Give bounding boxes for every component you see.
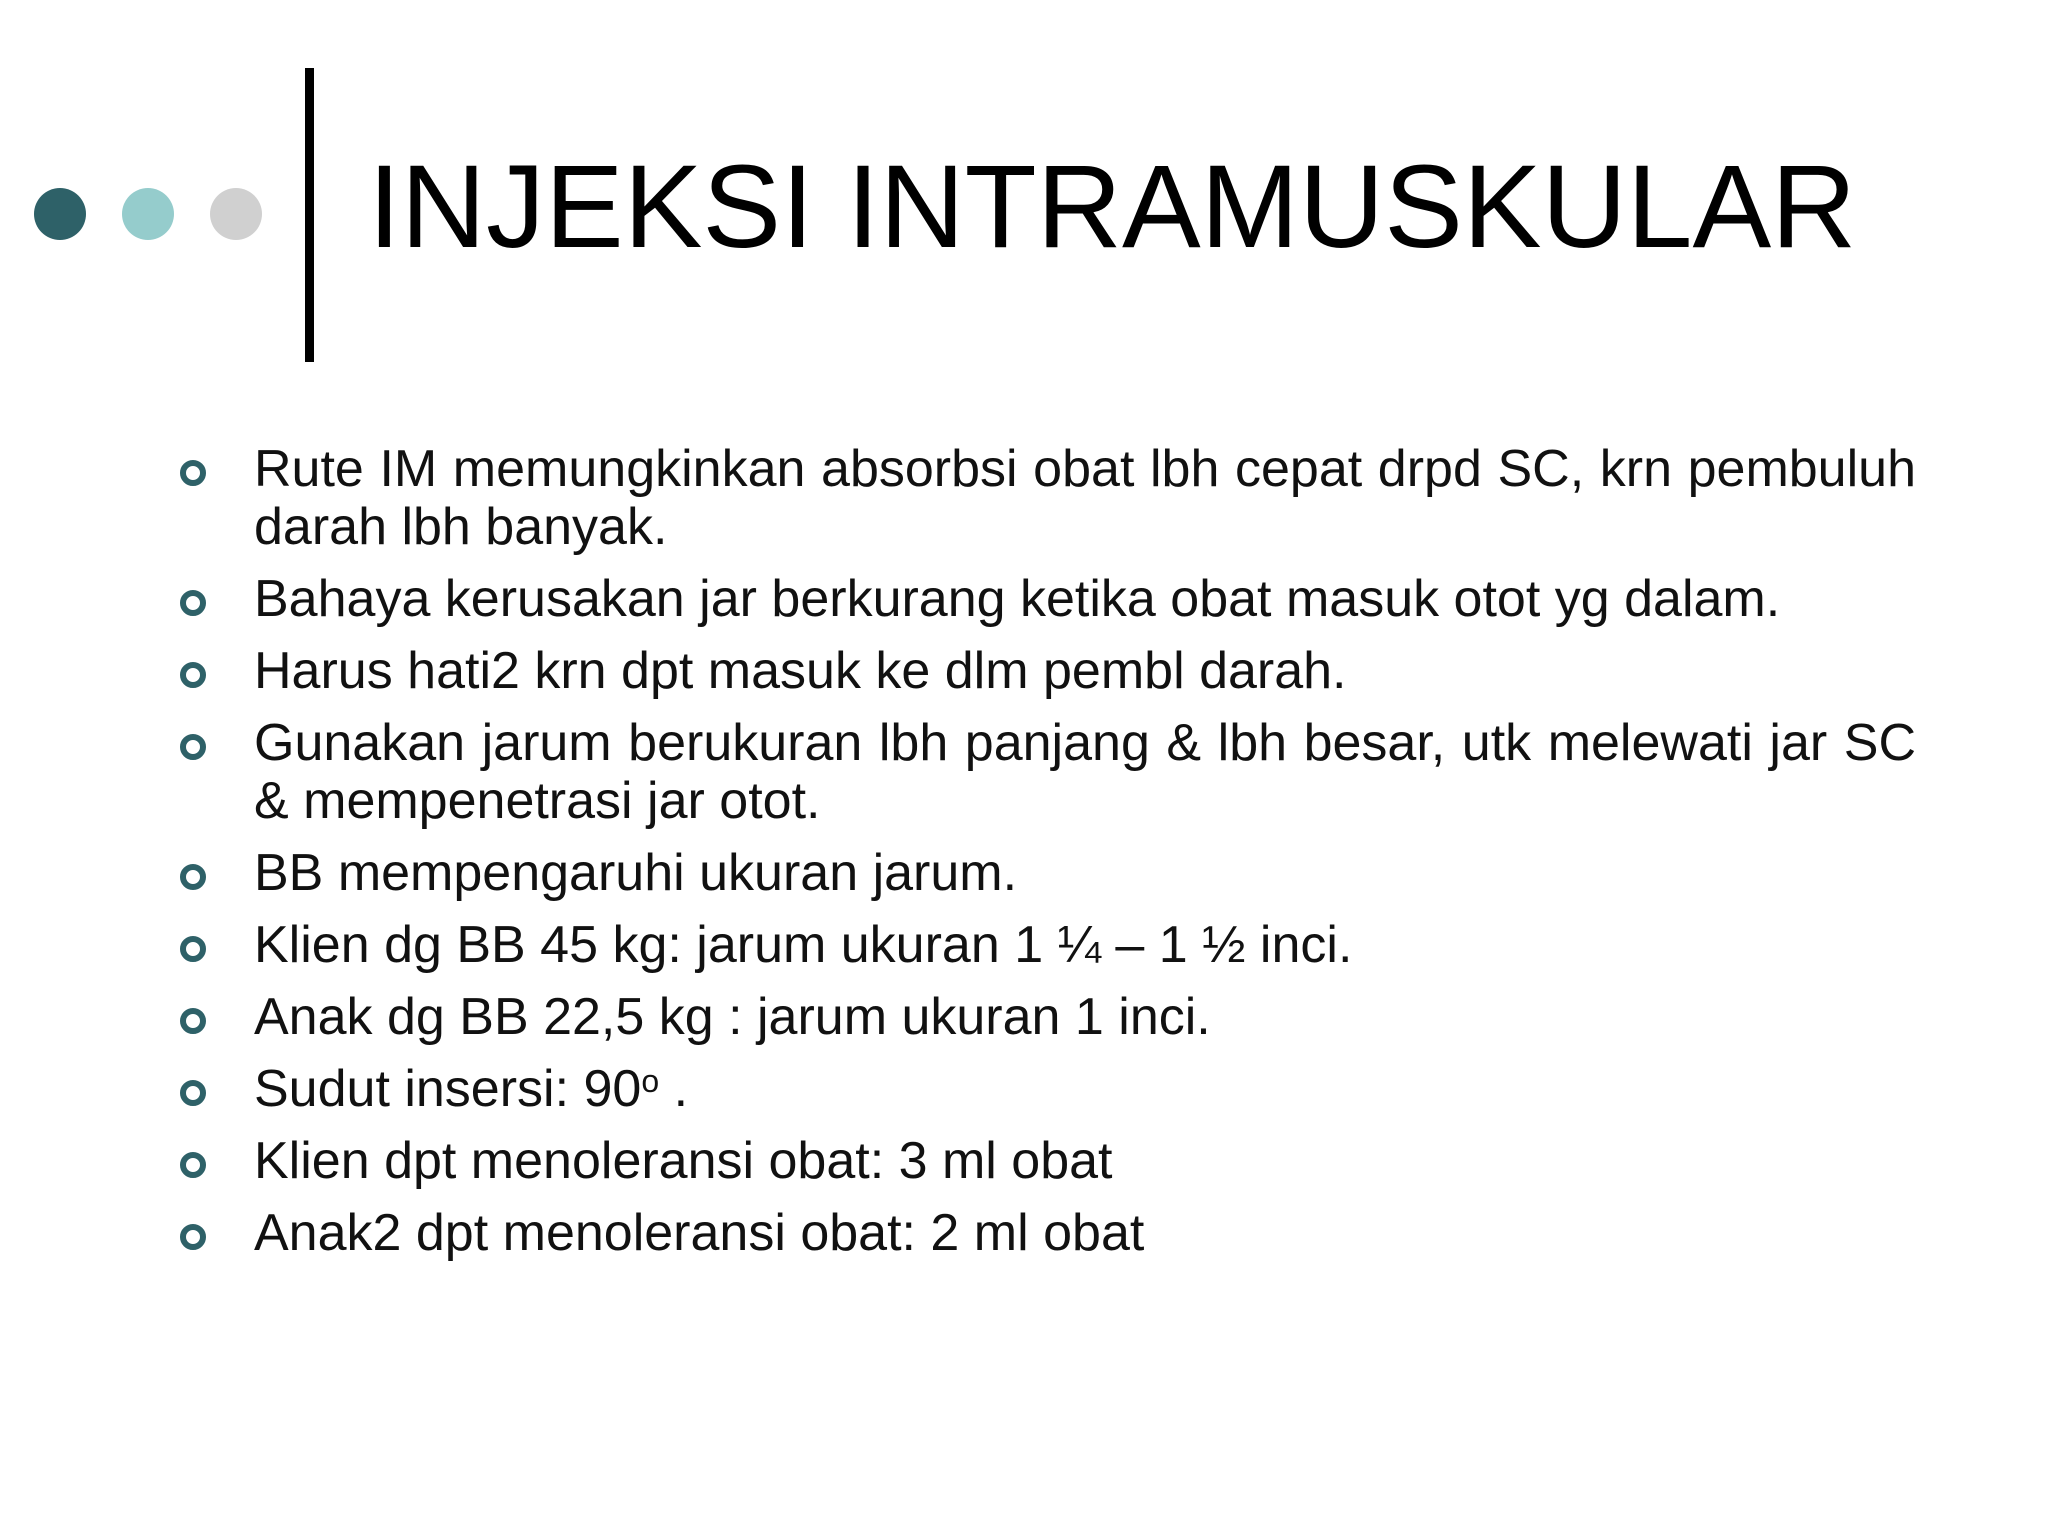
ring-bullet-icon xyxy=(180,1152,206,1178)
list-item xyxy=(172,1204,1916,1262)
ring-bullet-icon xyxy=(180,1224,206,1250)
title-divider xyxy=(305,68,314,362)
angle-suffix: . xyxy=(659,1060,689,1118)
ring-bullet-icon xyxy=(180,662,206,688)
list-item xyxy=(172,916,1916,974)
ring-bullet-icon xyxy=(180,936,206,962)
light-teal-dot-icon xyxy=(122,188,174,240)
bullet-text: Gunakan jarum berukuran lbh panjang & lbh besar, utk melewati jar SC & mempenetrasi jar otot. xyxy=(254,714,1916,830)
decorative-dots xyxy=(34,188,264,242)
list-item xyxy=(172,1060,1916,1118)
bullet-text: Klien dg BB 45 kg: jarum ukuran 1 ¼ – 1 ½ inci. xyxy=(254,916,1353,974)
degree-superscript: o xyxy=(641,1063,660,1099)
ring-bullet-icon xyxy=(180,460,206,486)
bullet-text: Harus hati2 krn dpt masuk ke dlm pembl darah. xyxy=(254,642,1347,700)
ring-bullet-icon xyxy=(180,1080,206,1106)
list-item xyxy=(172,844,1916,902)
list-item xyxy=(172,642,1916,700)
list-item xyxy=(172,570,1916,628)
ring-bullet-icon xyxy=(180,1008,206,1034)
bullet-text: Rute IM memungkinkan absorbsi obat lbh cepat drpd SC, krn pembuluh darah lbh banyak. xyxy=(254,440,1916,556)
angle-value: Sudut insersi: 90 xyxy=(254,1060,642,1118)
bullet-text: BB mempengaruhi ukuran jarum. xyxy=(254,844,1018,902)
bullet-text: Anak dg BB 22,5 kg : jarum ukuran 1 inci. xyxy=(254,988,1211,1046)
ring-bullet-icon xyxy=(180,864,206,890)
bullet-text-angle xyxy=(254,1060,688,1118)
bullet-text: Anak2 dpt menoleransi obat: 2 ml obat xyxy=(254,1204,1145,1262)
list-item xyxy=(172,1132,1916,1190)
bullet-text: Klien dpt menoleransi obat: 3 ml obat xyxy=(254,1132,1113,1190)
bullet-text: Bahaya kerusakan jar berkurang ketika obat masuk otot yg dalam. xyxy=(254,570,1781,628)
bullet-list xyxy=(172,440,1916,1276)
gray-dot-icon xyxy=(210,188,262,240)
list-item xyxy=(172,714,1916,830)
ring-bullet-icon xyxy=(180,734,206,760)
slide-title: INJEKSI INTRAMUSKULAR xyxy=(368,141,1857,273)
list-item xyxy=(172,988,1916,1046)
dark-teal-dot-icon xyxy=(34,188,86,240)
ring-bullet-icon xyxy=(180,590,206,616)
list-item xyxy=(172,440,1916,556)
